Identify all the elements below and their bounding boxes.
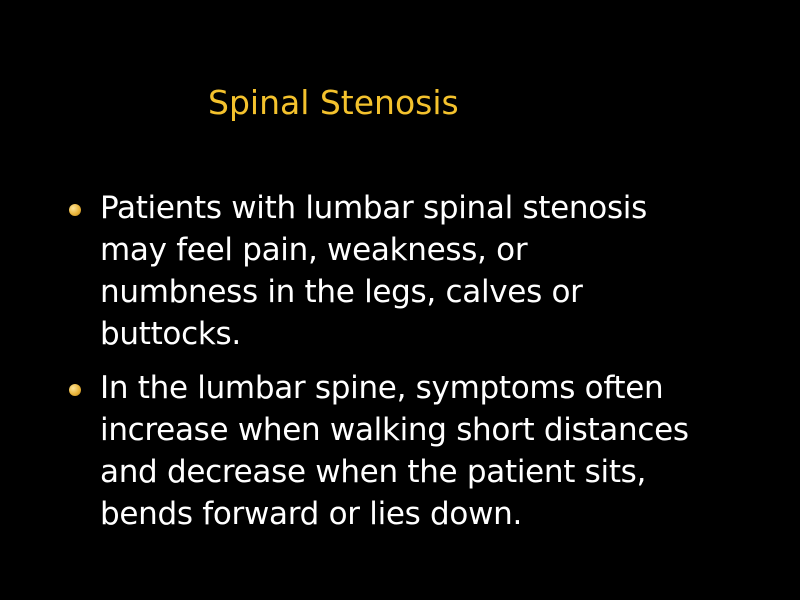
bullet-dot-icon [69,204,81,216]
bullet-dot-icon [69,384,81,396]
bullet-text: Patients with lumbar spinal stenosis may feel pain, weakness, or numbness in the legs, calves or buttocks. [100,190,647,352]
bullet-item [66,187,796,355]
bullet-text: In the lumbar spine, symptoms often increase when walking short distances and decrease when the patient sits, bends forward or lies down. [100,370,689,532]
bullet-list [66,187,796,547]
bullet-item [66,367,796,535]
slide-title: Spinal Stenosis [208,83,459,122]
